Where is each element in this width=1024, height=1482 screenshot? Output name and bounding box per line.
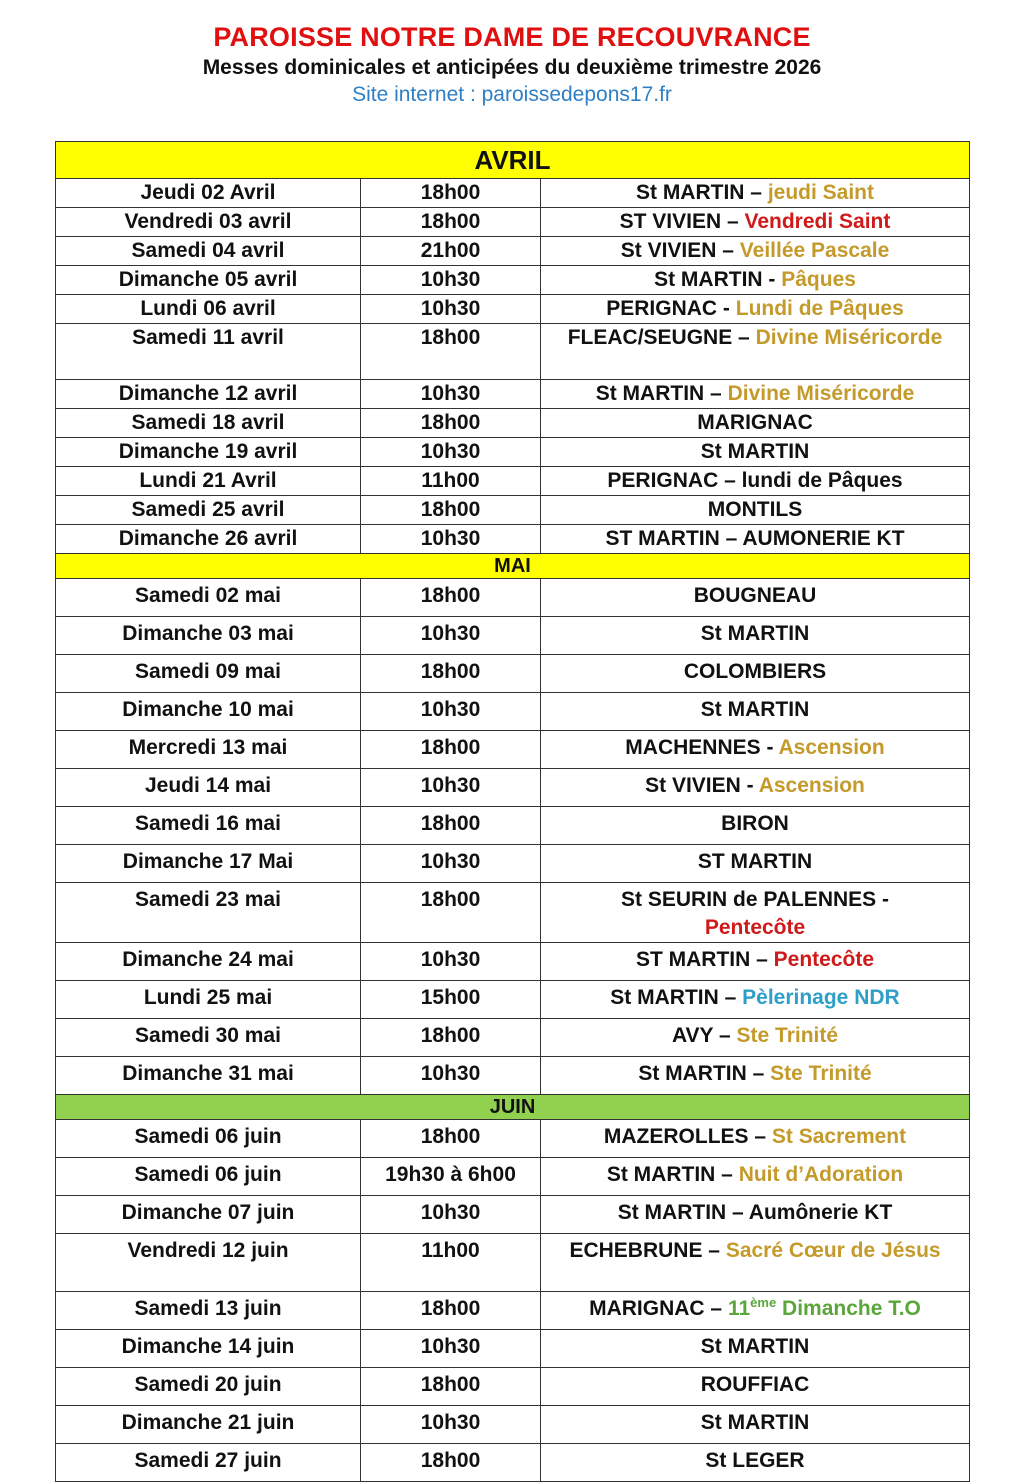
- place-cell: [541, 1057, 970, 1095]
- table-row: [56, 1158, 970, 1196]
- event-text: Divine Miséricorde: [755, 326, 943, 349]
- date-cell: Dimanche 05 avril: [56, 266, 361, 295]
- place-cell: St LEGER: [541, 1444, 970, 1482]
- place-cell: St MARTIN: [541, 438, 970, 467]
- date-cell: Dimanche 03 mai: [56, 617, 361, 655]
- place-text: AVY –: [671, 1024, 737, 1047]
- time-cell: 18h00: [361, 1019, 541, 1057]
- date-cell: Samedi 27 juin: [56, 1444, 361, 1482]
- table-row: [56, 525, 970, 554]
- time-cell: 11h00: [361, 1234, 541, 1292]
- time-cell: 18h00: [361, 883, 541, 943]
- place-cell: St MARTIN: [541, 1406, 970, 1444]
- table-row: [56, 266, 970, 295]
- time-cell: 18h00: [361, 1120, 541, 1158]
- date-cell: Samedi 11 avril: [56, 324, 361, 380]
- place-cell: [541, 731, 970, 769]
- date-cell: Dimanche 10 mai: [56, 693, 361, 731]
- date-cell: Jeudi 02 Avril: [56, 179, 361, 208]
- place-text: St VIVIEN –: [620, 239, 740, 262]
- event-text: [728, 1297, 921, 1320]
- event-text: Pâques: [781, 268, 856, 291]
- date-cell: Samedi 02 mai: [56, 579, 361, 617]
- time-cell: 10h30: [361, 943, 541, 981]
- place-cell: St MARTIN: [541, 617, 970, 655]
- place-cell: [541, 237, 970, 266]
- event-text: St Sacrement: [771, 1125, 907, 1148]
- table-row: [56, 579, 970, 617]
- date-cell: Dimanche 26 avril: [56, 525, 361, 554]
- time-cell: 10h30: [361, 1057, 541, 1095]
- time-cell: 18h00: [361, 409, 541, 438]
- time-cell: 18h00: [361, 807, 541, 845]
- time-cell: 10h30: [361, 1330, 541, 1368]
- place-text: MAZEROLLES –: [603, 1125, 772, 1148]
- date-cell: Samedi 16 mai: [56, 807, 361, 845]
- table-row: [56, 807, 970, 845]
- place-cell: [541, 179, 970, 208]
- table-row: [56, 438, 970, 467]
- table-row: [56, 208, 970, 237]
- time-cell: 19h30 à 6h00: [361, 1158, 541, 1196]
- event-text: Pentecôte: [704, 916, 806, 939]
- time-cell: 18h00: [361, 1444, 541, 1482]
- event-text: jeudi Saint: [767, 181, 875, 204]
- place-text: FLEAC/SEUGNE –: [567, 326, 756, 349]
- place-text: MARIGNAC –: [589, 1297, 728, 1320]
- table-row: [56, 1234, 970, 1292]
- time-cell: 15h00: [361, 981, 541, 1019]
- date-cell: Dimanche 12 avril: [56, 380, 361, 409]
- time-cell: 18h00: [361, 655, 541, 693]
- table-row: [56, 1196, 970, 1234]
- place-cell: St MARTIN: [541, 693, 970, 731]
- time-cell: 18h00: [361, 579, 541, 617]
- date-cell: Lundi 25 mai: [56, 981, 361, 1019]
- event-text: Nuit d’Adoration: [738, 1163, 904, 1186]
- table-row: [56, 769, 970, 807]
- place-cell: [541, 324, 970, 380]
- date-cell: Lundi 06 avril: [56, 295, 361, 324]
- place-cell: ST MARTIN: [541, 845, 970, 883]
- mass-schedule-table: [55, 141, 970, 1482]
- table-row: [56, 237, 970, 266]
- table-row: [56, 1120, 970, 1158]
- date-cell: Samedi 09 mai: [56, 655, 361, 693]
- place-cell: PERIGNAC – lundi de Pâques: [541, 467, 970, 496]
- event-text: Vendredi Saint: [744, 210, 891, 233]
- place-text: St SEURIN de PALENNES -: [621, 888, 889, 911]
- time-cell: 18h00: [361, 496, 541, 525]
- place-text: St MARTIN –: [595, 382, 728, 405]
- table-row: [56, 883, 970, 943]
- place-cell: [541, 883, 970, 943]
- place-text: St MARTIN –: [610, 986, 743, 1009]
- event-text: Ste Trinité: [770, 1062, 872, 1085]
- table-row: [56, 1330, 970, 1368]
- time-cell: 10h30: [361, 1406, 541, 1444]
- place-text: St MARTIN –: [635, 181, 768, 204]
- place-cell: [541, 1019, 970, 1057]
- event-superscript: ème: [750, 1295, 777, 1310]
- event-rest: Dimanche T.O: [776, 1297, 921, 1320]
- date-cell: Dimanche 17 Mai: [56, 845, 361, 883]
- table-row: [56, 409, 970, 438]
- table-row: [56, 617, 970, 655]
- place-text: St MARTIN -: [654, 268, 782, 291]
- place-cell: St MARTIN: [541, 1330, 970, 1368]
- table-row: [56, 324, 970, 380]
- date-cell: Mercredi 13 mai: [56, 731, 361, 769]
- table-row: [56, 496, 970, 525]
- table-row: [56, 1019, 970, 1057]
- place-text: MACHENNES -: [625, 736, 779, 759]
- place-cell: [541, 266, 970, 295]
- month-label: AVRIL: [56, 142, 970, 179]
- month-label: JUIN: [56, 1095, 970, 1120]
- time-cell: 10h30: [361, 525, 541, 554]
- time-cell: 10h30: [361, 1196, 541, 1234]
- place-cell: BOUGNEAU: [541, 579, 970, 617]
- place-cell: [541, 943, 970, 981]
- month-label: MAI: [56, 554, 970, 579]
- place-cell: [541, 1120, 970, 1158]
- place-cell: [541, 1234, 970, 1292]
- table-row: [56, 1057, 970, 1095]
- table-row: [56, 693, 970, 731]
- table-row: [56, 1406, 970, 1444]
- date-cell: Dimanche 14 juin: [56, 1330, 361, 1368]
- date-cell: Jeudi 14 mai: [56, 769, 361, 807]
- time-cell: 10h30: [361, 617, 541, 655]
- place-cell: [541, 769, 970, 807]
- place-cell: [541, 295, 970, 324]
- date-cell: Dimanche 21 juin: [56, 1406, 361, 1444]
- place-text: ST VIVIEN –: [619, 210, 745, 233]
- event-text: Divine Miséricorde: [727, 382, 915, 405]
- event-text: Pèlerinage NDR: [742, 986, 900, 1009]
- table-row: [56, 380, 970, 409]
- month-header-row: [56, 1095, 970, 1120]
- place-text: St MARTIN –: [638, 1062, 771, 1085]
- page-header: [0, 22, 1024, 108]
- date-cell: Samedi 18 avril: [56, 409, 361, 438]
- event-text: Lundi de Pâques: [735, 297, 904, 320]
- time-cell: 18h00: [361, 731, 541, 769]
- date-cell: Samedi 13 juin: [56, 1292, 361, 1330]
- page-title: PAROISSE NOTRE DAME DE RECOUVRANCE: [213, 22, 811, 52]
- date-cell: Lundi 21 Avril: [56, 467, 361, 496]
- place-cell: BIRON: [541, 807, 970, 845]
- date-cell: Samedi 30 mai: [56, 1019, 361, 1057]
- date-cell: Samedi 06 juin: [56, 1120, 361, 1158]
- place-cell: COLOMBIERS: [541, 655, 970, 693]
- time-cell: 18h00: [361, 208, 541, 237]
- event-text: Ascension: [778, 736, 885, 759]
- date-cell: Samedi 20 juin: [56, 1368, 361, 1406]
- month-header-row: [56, 142, 970, 179]
- date-cell: Vendredi 03 avril: [56, 208, 361, 237]
- time-cell: 18h00: [361, 1292, 541, 1330]
- place-text: PERIGNAC -: [606, 297, 736, 320]
- month-header-row: [56, 554, 970, 579]
- table-row: [56, 467, 970, 496]
- time-cell: 10h30: [361, 845, 541, 883]
- time-cell: 10h30: [361, 693, 541, 731]
- place-cell: [541, 981, 970, 1019]
- time-cell: 10h30: [361, 769, 541, 807]
- time-cell: 10h30: [361, 380, 541, 409]
- table-row: [56, 655, 970, 693]
- place-cell: [541, 1292, 970, 1330]
- place-text: ECHEBRUNE –: [569, 1239, 726, 1262]
- date-cell: Samedi 04 avril: [56, 237, 361, 266]
- time-cell: 21h00: [361, 237, 541, 266]
- place-cell: [541, 380, 970, 409]
- website-text: Site internet : paroissedepons17.fr: [352, 83, 672, 106]
- date-cell: Dimanche 19 avril: [56, 438, 361, 467]
- place-cell: ROUFFIAC: [541, 1368, 970, 1406]
- time-cell: 18h00: [361, 324, 541, 380]
- table-row: [56, 295, 970, 324]
- event-text: Ste Trinité: [736, 1024, 839, 1047]
- event-text: Sacré Cœur de Jésus: [725, 1239, 941, 1262]
- time-cell: 18h00: [361, 1368, 541, 1406]
- place-cell: ST MARTIN – AUMONERIE KT: [541, 525, 970, 554]
- time-cell: 10h30: [361, 295, 541, 324]
- time-cell: 10h30: [361, 266, 541, 295]
- time-cell: 10h30: [361, 438, 541, 467]
- event-number: 11: [727, 1297, 751, 1320]
- date-cell: Dimanche 07 juin: [56, 1196, 361, 1234]
- event-text: Pentecôte: [773, 948, 875, 971]
- date-cell: Samedi 06 juin: [56, 1158, 361, 1196]
- table-row: [56, 845, 970, 883]
- place-cell: [541, 208, 970, 237]
- table-row: [56, 943, 970, 981]
- place-cell: [541, 1158, 970, 1196]
- event-text: Veillée Pascale: [739, 239, 890, 262]
- time-cell: 11h00: [361, 467, 541, 496]
- page-subtitle: Messes dominicales et anticipées du deuxième trimestre 2026: [202, 56, 822, 79]
- date-cell: Samedi 23 mai: [56, 883, 361, 943]
- table-row: [56, 1444, 970, 1482]
- time-cell: 18h00: [361, 179, 541, 208]
- date-cell: Dimanche 24 mai: [56, 943, 361, 981]
- table-row: [56, 179, 970, 208]
- place-text: St VIVIEN -: [645, 774, 759, 797]
- table-row: [56, 1368, 970, 1406]
- place-cell: St MARTIN – Aumônerie KT: [541, 1196, 970, 1234]
- place-text: ST MARTIN –: [635, 948, 774, 971]
- table-row: [56, 731, 970, 769]
- date-cell: Vendredi 12 juin: [56, 1234, 361, 1292]
- place-text: St MARTIN –: [606, 1163, 739, 1186]
- table-row: [56, 981, 970, 1019]
- date-cell: Dimanche 31 mai: [56, 1057, 361, 1095]
- place-cell: MONTILS: [541, 496, 970, 525]
- event-text: Ascension: [758, 774, 865, 797]
- table-row: [56, 1292, 970, 1330]
- date-cell: Samedi 25 avril: [56, 496, 361, 525]
- place-cell: MARIGNAC: [541, 409, 970, 438]
